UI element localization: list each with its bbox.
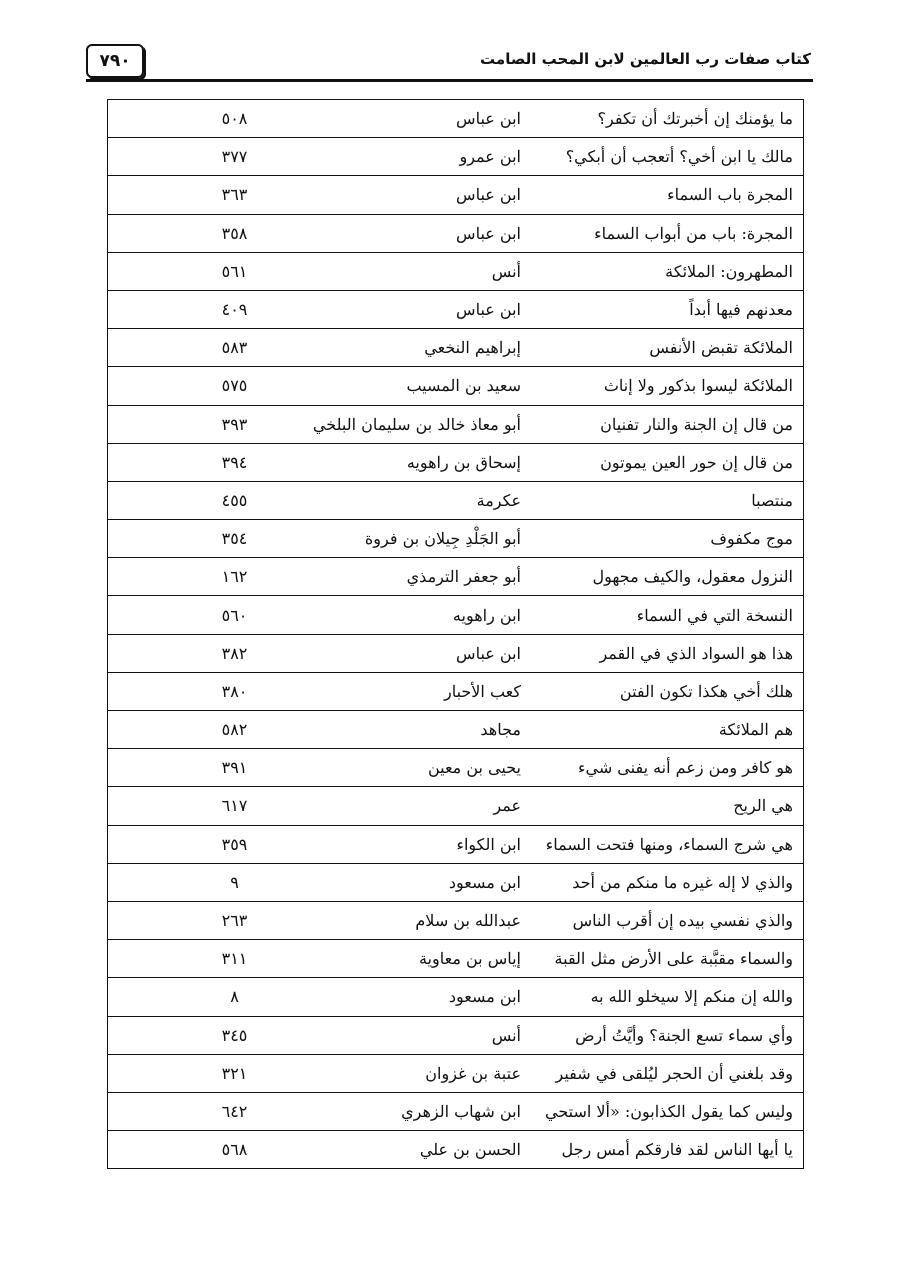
- phrase-cell: هي الريح: [521, 787, 804, 825]
- table-row: [108, 558, 804, 596]
- header-divider: [86, 79, 813, 82]
- phrase-cell: النزول معقول، والكيف مجهول: [521, 558, 804, 596]
- narrator-cell: ابن عباس: [271, 100, 521, 138]
- page-number-cell: ٣٦٣: [108, 176, 272, 214]
- narrator-cell: يحيى بن معين: [271, 749, 521, 787]
- page-number-cell: ٥٦٠: [108, 596, 272, 634]
- page-number-cell: ٢٦٣: [108, 901, 272, 939]
- table-row: [108, 329, 804, 367]
- narrator-cell: إياس بن معاوية: [271, 940, 521, 978]
- phrase-cell: ما يؤمنك إن أخبرتك أن تكفر؟: [521, 100, 804, 138]
- phrase-cell: والله إن منكم إلا سيخلو الله به: [521, 978, 804, 1016]
- table-row: [108, 443, 804, 481]
- page-number-cell: ٣٩١: [108, 749, 272, 787]
- phrase-cell: من قال إن الجنة والنار تفنيان: [521, 405, 804, 443]
- page-number-cell: ٦٤٢: [108, 1092, 272, 1130]
- phrase-cell: هم الملائكة: [521, 711, 804, 749]
- phrase-cell: المجرة باب السماء: [521, 176, 804, 214]
- page-number-cell: ٥٦١: [108, 252, 272, 290]
- table-row: [108, 520, 804, 558]
- narrator-cell: ابن مسعود: [271, 863, 521, 901]
- page-number: ٧٩٠: [86, 44, 144, 78]
- narrator-cell: أبو جعفر الترمذي: [271, 558, 521, 596]
- phrase-cell: هذا هو السواد الذي في القمر: [521, 634, 804, 672]
- narrator-cell: أبو الجَلْدِ جِيلان بن فروة: [271, 520, 521, 558]
- phrase-cell: هلك أخي هكذا تكون الفتن: [521, 672, 804, 710]
- table-row: [108, 749, 804, 787]
- page-number-cell: ٤٠٩: [108, 290, 272, 328]
- table-row: [108, 672, 804, 710]
- phrase-cell: وليس كما يقول الكذابون: «ألا استحي: [521, 1092, 804, 1130]
- phrase-cell: والذي لا إله غيره ما منكم من أحد: [521, 863, 804, 901]
- table-row: [108, 787, 804, 825]
- narrator-cell: ابن عباس: [271, 634, 521, 672]
- table-row: [108, 1054, 804, 1092]
- page-number-cell: ٣٩٣: [108, 405, 272, 443]
- phrase-cell: يا أيها الناس لقد فارقكم أمس رجل: [561, 1140, 793, 1160]
- table-row: [108, 176, 804, 214]
- narrator-cell: ابن شهاب الزهري: [271, 1092, 521, 1130]
- page-number-cell: ٨: [108, 978, 272, 1016]
- table-row: [108, 825, 804, 863]
- table-row: [108, 100, 804, 138]
- narrator-cell: أنس: [271, 252, 521, 290]
- narrator-cell: ابن الكواء: [271, 825, 521, 863]
- page-number-cell: ٦١٧: [108, 787, 272, 825]
- narrator-cell: إبراهيم النخعي: [271, 329, 521, 367]
- narrator-cell: أبو معاذ خالد بن سليمان البلخي: [271, 405, 521, 443]
- page-number-cell: ٣٧٧: [108, 138, 272, 176]
- narrator-cell: الحسن بن علي: [419, 1140, 521, 1160]
- index-table-body: [108, 100, 804, 1169]
- phrase-cell: الملائكة تقبض الأنفس: [521, 329, 804, 367]
- page-number-cell: ٣٥٨: [108, 214, 272, 252]
- phrase-cell: وقد بلغني أن الحجر ليُلقى في شفير: [521, 1054, 804, 1092]
- table-row: [108, 1131, 804, 1169]
- table-row: [108, 481, 804, 519]
- table-row: [108, 405, 804, 443]
- phrase-cell: موج مكفوف: [521, 520, 804, 558]
- phrase-cell: المطهرون: الملائكة: [521, 252, 804, 290]
- narrator-cell: عكرمة: [271, 481, 521, 519]
- table-row: [108, 138, 804, 176]
- page-number-cell: ٥٨٢: [108, 711, 272, 749]
- narrator-cell: كعب الأحبار: [271, 672, 521, 710]
- table-row: [108, 252, 804, 290]
- table-row: [108, 634, 804, 672]
- phrase-cell: المجرة: باب من أبواب السماء: [521, 214, 804, 252]
- table-row: [108, 1016, 804, 1054]
- phrase-cell: مالك يا ابن أخي؟ أتعجب أن أبكي؟: [521, 138, 804, 176]
- page-number-cell: ٣١١: [108, 940, 272, 978]
- book-title: كتاب صفات رب العالمين لابن المحب الصامت: [480, 50, 811, 68]
- table-row: [108, 978, 804, 1016]
- phrase-cell: هي شرج السماء، ومنها فتحت السماء: [521, 825, 804, 863]
- phrase-cell: النسخة التي في السماء: [521, 596, 804, 634]
- phrase-cell: الملائكة ليسوا بذكور ولا إناث: [521, 367, 804, 405]
- phrase-cell: هو كافر ومن زعم أنه يفنى شيء: [521, 749, 804, 787]
- table-row: [108, 596, 804, 634]
- table-row: [108, 711, 804, 749]
- narrator-cell: أنس: [271, 1016, 521, 1054]
- page-number-cell: ٣٥٤: [108, 520, 272, 558]
- table-row: [108, 367, 804, 405]
- narrator-cell: إسحاق بن راهويه: [271, 443, 521, 481]
- page-header: [86, 44, 811, 84]
- narrator-cell: ابن عباس: [271, 176, 521, 214]
- table-row: [108, 863, 804, 901]
- narrator-cell: عتبة بن غزوان: [271, 1054, 521, 1092]
- phrase-cell: معدنهم فيها أبداً: [521, 290, 804, 328]
- table-row: [108, 290, 804, 328]
- phrase-cell: والذي نفسي بيده إن أقرب الناس: [521, 901, 804, 939]
- table-row: [108, 901, 804, 939]
- table-row: [108, 1092, 804, 1130]
- table-row: [108, 214, 804, 252]
- page-number-cell: ١٦٢: [108, 558, 272, 596]
- page-number-cell: ٤٥٥: [108, 481, 272, 519]
- phrase-cell: وأي سماء تسع الجنة؟ وأيَّتُ أرض: [521, 1016, 804, 1054]
- page-number-cell: ٥٨٣: [108, 329, 272, 367]
- page-number-cell: ٣٨٢: [108, 634, 272, 672]
- page-number-cell: ٥٦٨: [221, 1140, 248, 1160]
- page-number-cell: ٣٢١: [108, 1054, 272, 1092]
- narrator-cell: ابن عباس: [271, 214, 521, 252]
- page-number-cell: ٣٤٥: [108, 1016, 272, 1054]
- index-table: [107, 99, 804, 1169]
- narrator-cell: مجاهد: [271, 711, 521, 749]
- phrase-cell: والسماء مقبَّبة على الأرض مثل القبة: [521, 940, 804, 978]
- page-number-cell: ٣٥٩: [108, 825, 272, 863]
- phrase-cell: من قال إن حور العين يموتون: [521, 443, 804, 481]
- page-number-cell: ٥٠٨: [108, 100, 272, 138]
- page-number-cell: ٣٨٠: [108, 672, 272, 710]
- narrator-cell: عمر: [271, 787, 521, 825]
- narrator-cell: ابن عمرو: [271, 138, 521, 176]
- table-row: [108, 940, 804, 978]
- phrase-cell: منتصبا: [521, 481, 804, 519]
- page-number-cell: ٩: [108, 863, 272, 901]
- narrator-cell: سعيد بن المسيب: [271, 367, 521, 405]
- page-number-cell: ٥٧٥: [108, 367, 272, 405]
- narrator-cell: عبدالله بن سلام: [271, 901, 521, 939]
- page-number-cell: ٣٩٤: [108, 443, 272, 481]
- narrator-cell: ابن عباس: [271, 290, 521, 328]
- narrator-cell: ابن راهويه: [271, 596, 521, 634]
- narrator-cell: ابن مسعود: [271, 978, 521, 1016]
